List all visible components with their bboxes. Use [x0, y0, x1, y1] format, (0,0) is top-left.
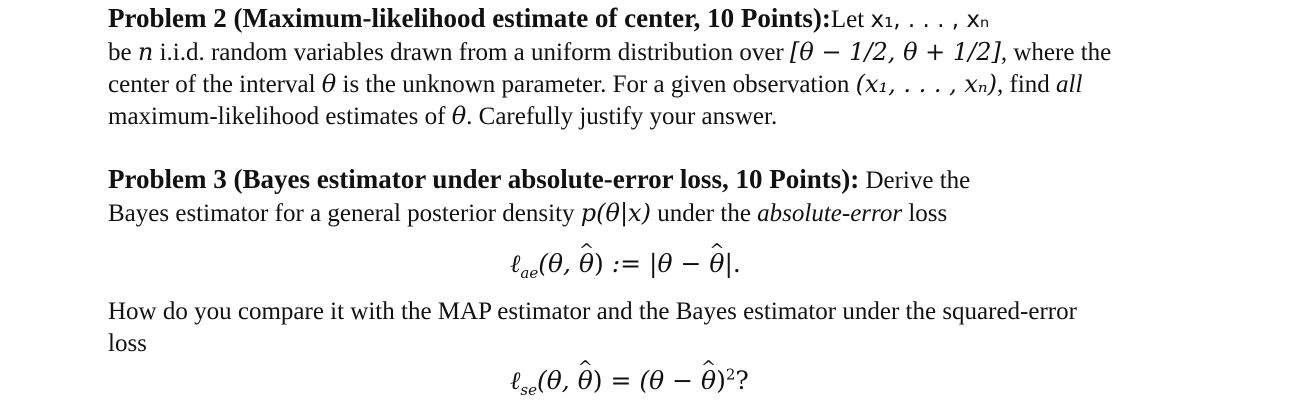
problem-2-interval: [θ − 1/2, θ + 1/2]	[790, 38, 1001, 66]
problem-2-line-3-mid: is the unknown parameter. For a given observation	[336, 71, 856, 98]
problem-2-line-2	[108, 36, 1111, 69]
problem-3-line-2-post: loss	[902, 200, 948, 227]
problem-3-density: p(θ|x)	[580, 199, 651, 227]
eq2-subscript: se	[520, 381, 537, 399]
problem-3-line-2-mid: under the	[650, 200, 758, 227]
eq1-ell: ℓ	[510, 249, 521, 278]
absolute-error-loss-equation	[510, 248, 741, 280]
problem-2-line-2-pre: be	[108, 39, 138, 66]
problem-2-heading: Problem 2 (Maximum-likelihood estimate of center, 10 Points):	[108, 3, 831, 33]
eq2-theta-hat-2: ^ θ	[701, 365, 716, 397]
problem-2-line-3-post: , find	[997, 71, 1057, 98]
problem-2-theta: θ	[321, 70, 337, 98]
problem-2-line-4-pre: maximum-likelihood estimates of	[108, 103, 452, 130]
eq2-end: ?	[735, 366, 749, 395]
problem-2-observation: (x₁, . . . , xₙ)	[855, 70, 998, 98]
problem-3-derive: Derive the	[859, 167, 971, 194]
problem-3-loss: loss	[108, 330, 147, 357]
problem-3-absolute-error: absolute-error	[757, 200, 903, 227]
eq2-equals: = (θ −	[602, 366, 702, 395]
eq1-subscript: ae	[520, 264, 539, 282]
problem-2-line-3-pre: center of the interval	[108, 71, 322, 98]
eq2-args-close: )	[592, 366, 603, 395]
eq1-args-close: )	[594, 249, 604, 278]
problem-2-variables: x₁, . . . , xₙ	[870, 7, 990, 33]
problem-3-line-1	[108, 163, 970, 197]
problem-3-line-2-pre: Bayes estimator for a general posterior density	[108, 200, 581, 227]
problem-3-heading: Problem 3 (Bayes estimator under absolute-error loss, 10 Points):	[108, 164, 860, 194]
eq2-superscript: 2	[725, 365, 736, 384]
eq2-ell: ℓ	[510, 366, 521, 395]
problem-2-line-2-post: , where the	[1000, 39, 1112, 66]
problem-2-line-4	[108, 100, 777, 133]
eq2-close: )	[716, 366, 726, 395]
problem-2-line-2-mid: i.i.d. random variables drawn from a uniform distribution over	[153, 39, 790, 66]
problem-3-line-4	[108, 328, 147, 360]
problem-2-line-4-post: . Carefully justify your answer.	[466, 103, 778, 130]
problem-2-line-3	[108, 68, 1082, 101]
eq1-args-open: (θ,	[538, 249, 579, 278]
problem-3-line-2	[108, 197, 947, 230]
problem-2-let: Let	[830, 6, 871, 33]
problem-3-line-3	[108, 296, 1077, 328]
eq1-definition: := |θ −	[603, 249, 710, 278]
eq1-end: |.	[724, 249, 741, 278]
problem-3-compare: How do you compare it with the MAP estimator and the Bayes estimator under the squared-error	[108, 298, 1077, 325]
problem-2-n: n	[137, 38, 154, 66]
eq1-theta-hat: ^ θ	[579, 248, 594, 280]
problem-2-theta-2: θ	[451, 102, 467, 130]
eq1-theta-hat-2: ^ θ	[709, 248, 724, 280]
squared-error-loss-equation	[510, 365, 749, 397]
eq2-theta-hat: ^ θ	[578, 365, 593, 397]
problem-2-line-1	[108, 2, 989, 36]
problem-2-all: all	[1056, 71, 1083, 98]
eq2-args-open: (θ,	[537, 366, 578, 395]
